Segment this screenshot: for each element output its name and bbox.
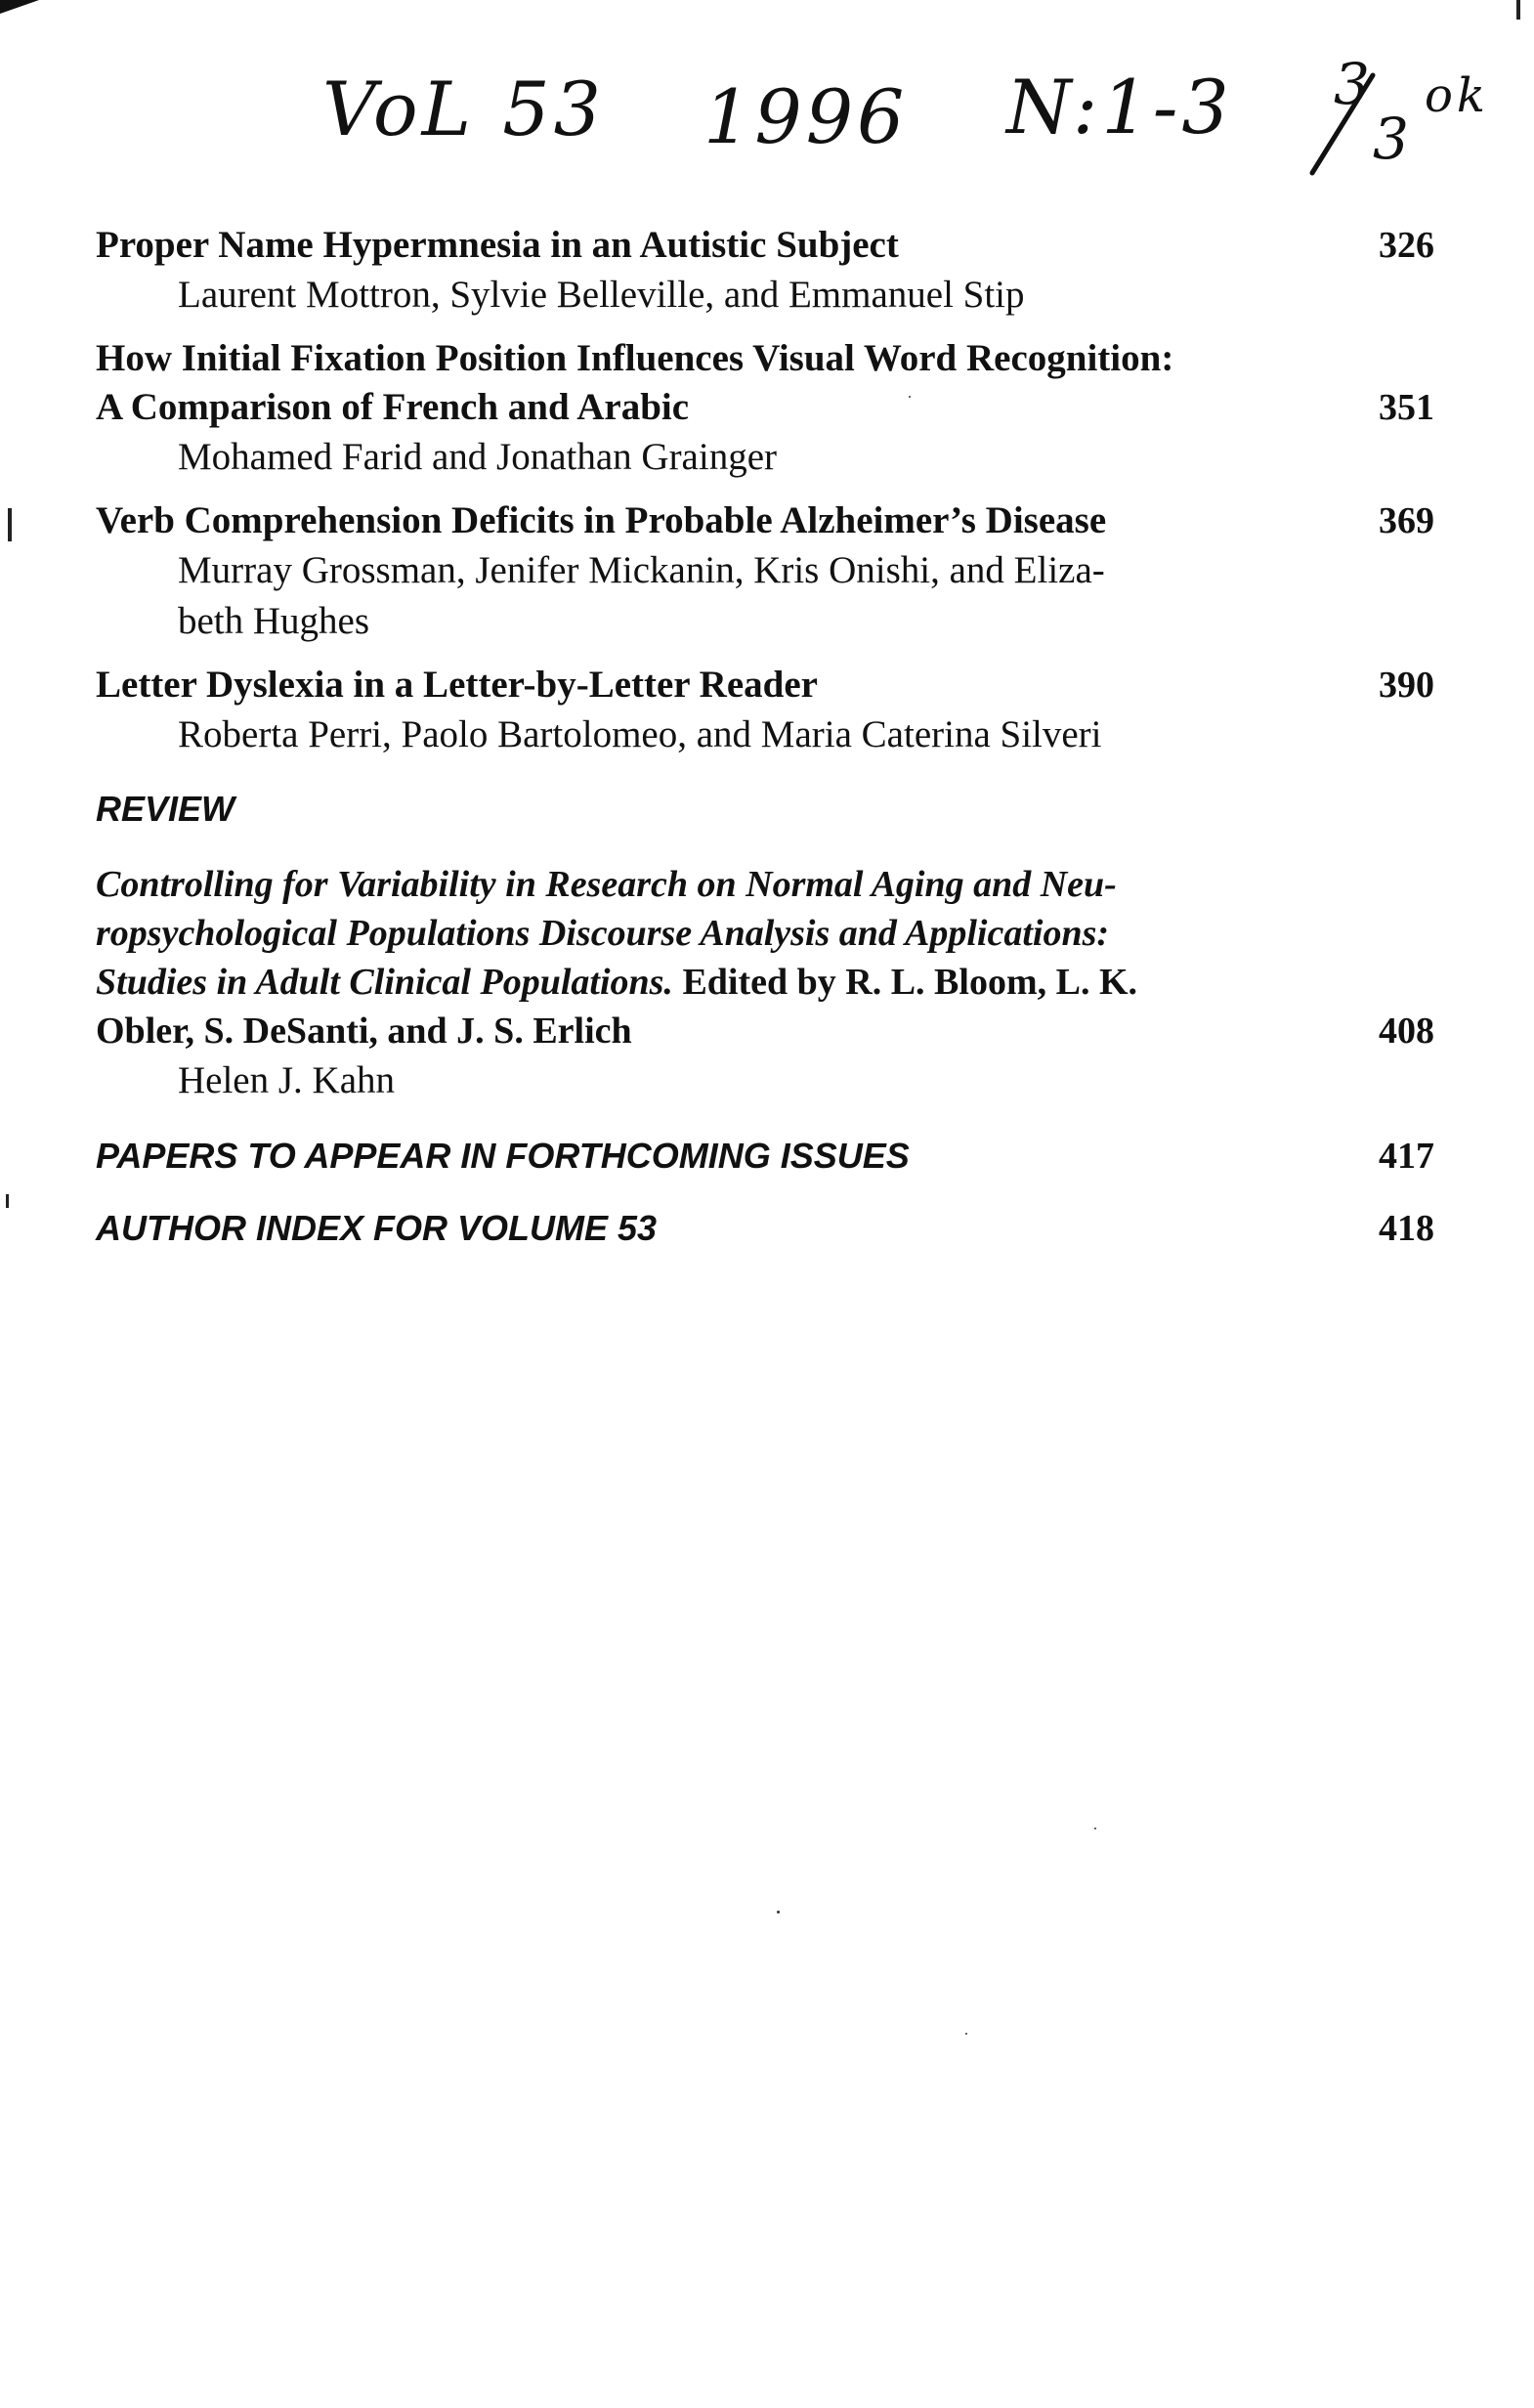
article-title: Letter Dyslexia in a Letter-by-Letter Reader: [96, 664, 818, 706]
scan-speck: [1094, 1828, 1096, 1829]
review-title-plain: Obler, S. DeSanti, and J. S. Erlich: [96, 1010, 632, 1052]
review-entry: [96, 860, 1434, 1106]
review-title-line: [96, 958, 1278, 1007]
article-authors: Murray Grossman, Jenifer Mickanin, Kris Onishi, and Eliza-: [178, 549, 1105, 591]
article-authors-continued: beth Hughes: [178, 600, 370, 642]
article-authors: Mohamed Farid and Jonathan Grainger: [178, 436, 777, 478]
table-of-contents: [96, 221, 1434, 1265]
scan-edge-mark: [6, 1194, 9, 1208]
review-title-line: [96, 1007, 1278, 1055]
review-title-italic: Studies in Adult Clinical Populations.: [96, 962, 673, 1003]
page-number: 417: [1379, 1136, 1434, 1177]
scan-speck: [965, 2033, 967, 2035]
page-number: 369: [1379, 500, 1434, 541]
toc-entry: [96, 496, 1434, 647]
article-authors: Laurent Mottron, Sylvie Belleville, and Emmanuel Stip: [178, 274, 1025, 316]
review-title-italic: ropsychological Populations Discourse Analysis and Applications:: [96, 913, 1110, 954]
section-label: PAPERS TO APPEAR IN FORTHCOMING ISSUES: [96, 1136, 910, 1176]
toc-section-line: [96, 1192, 1434, 1265]
annotation-fraction-top: 3: [1334, 51, 1370, 117]
scan-speck: [777, 1911, 780, 1914]
article-title: Proper Name Hypermnesia in an Autistic Subject: [96, 224, 899, 266]
page-number: 418: [1379, 1208, 1434, 1249]
annotation-volume: VoL 53: [322, 65, 605, 152]
review-title-line: [96, 909, 1278, 958]
toc-entry: [96, 334, 1434, 483]
page-number: 326: [1379, 225, 1434, 266]
section-label: AUTHOR INDEX FOR VOLUME 53: [96, 1208, 658, 1248]
scan-edge-mark: [8, 508, 12, 541]
toc-entry: [96, 661, 1434, 760]
page-number: 390: [1379, 665, 1434, 706]
review-title-plain: Edited by R. L. Bloom, L. K.: [672, 962, 1138, 1003]
review-title-italic: Controlling for Variability in Research on Normal Aging and Neu-: [96, 864, 1117, 905]
annotation-fraction-bottom: 3: [1373, 106, 1409, 172]
article-title-continued: A Comparison of French and Arabic: [96, 386, 690, 428]
annotation-year: 1996: [703, 73, 909, 160]
article-title: How Initial Fixation Position Influences Visual Word Recognition:: [96, 337, 1174, 379]
fraction-slash: [1304, 70, 1383, 178]
review-heading: REVIEW: [96, 789, 235, 829]
article-title: Verb Comprehension Deficits in Probable Alzheimer’s Disease: [96, 499, 1107, 541]
toc-section-line: [96, 1120, 1434, 1192]
page-number: 408: [1379, 1010, 1434, 1052]
scan-edge-mark: [1516, 0, 1520, 20]
page-number: 351: [1379, 387, 1434, 428]
review-title-line: [96, 860, 1278, 909]
scan-speck: [909, 396, 911, 398]
article-authors: Roberta Perri, Paolo Bartolomeo, and Maria Caterina Silveri: [178, 713, 1102, 755]
review-author: Helen J. Kahn: [178, 1059, 396, 1101]
handwritten-annotation: [322, 51, 1524, 188]
scan-corner-mark: [0, 0, 39, 14]
annotation-ok: ok: [1425, 68, 1489, 123]
annotation-number: N:1-3: [1006, 64, 1233, 150]
toc-entry: [96, 221, 1434, 321]
